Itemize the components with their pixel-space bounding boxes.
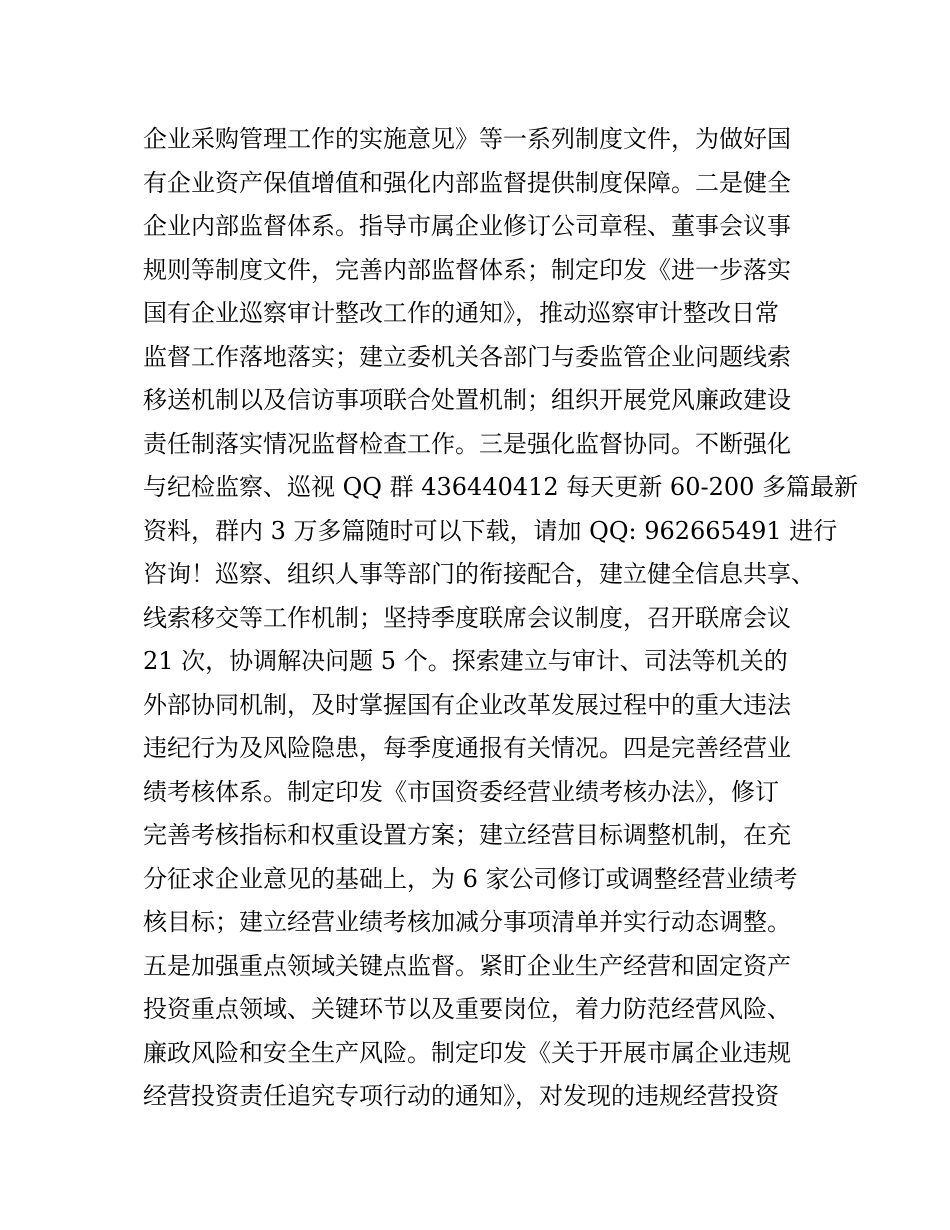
text-line-13: 21 次，协调解决问题 5 个。探索建立与审计、司法等机关的 — [143, 647, 788, 675]
text-line-18: 分征求企业意见的基础上，为 6 家公司修订或调整经营业绩考 — [143, 864, 798, 893]
text-line-17: 完善考核指标和权重设置方案；建立经营目标调整机制，在充 — [143, 821, 791, 849]
text-line-19: 核目标；建立经营业绩考核加减分事项清单并实行动态调整。 — [143, 908, 791, 936]
text-line-4: 规则等制度文件，完善内部监督体系；制定印发《进一步落实 — [143, 255, 791, 284]
text-line-15: 违纪行为及风险隐患，每季度通报有关情况。四是完善经营业 — [143, 734, 791, 762]
text-line-21: 投资重点领域、关键环节以及重要岗位，着力防范经营风险、 — [143, 995, 791, 1023]
text-line-16: 绩考核体系。制定印发《市国资委经营业绩考核办法》，修订 — [143, 777, 779, 806]
body-text — [143, 118, 859, 1119]
text-line-6: 监督工作落地落实；建立委机关各部门与委监管企业问题线索 — [143, 342, 791, 371]
text-line-20: 五是加强重点领域关键点监督。紧盯企业生产经营和固定资产 — [143, 951, 791, 980]
text-line-14: 外部协同机制，及时掌握国有企业改革发展过程中的重大违法 — [143, 690, 791, 719]
text-line-10: 资料，群内 3 万多篇随时可以下载，请加 QQ: 962665491 进行 — [143, 516, 838, 545]
text-line-12: 线索移交等工作机制；坚持季度联席会议制度，召开联席会议 — [143, 603, 791, 632]
text-line-22: 廉政风险和安全生产风险。制定印发《关于开展市属企业违规 — [143, 1038, 791, 1067]
text-line-11: 咨询！巡察、组织人事等部门的衔接配合，建立健全信息共享、 — [143, 560, 815, 588]
text-line-1: 企业采购管理工作的实施意见》等一系列制度文件，为做好国 — [143, 125, 791, 153]
text-line-7: 移送机制以及信访事项联合处置机制；组织开展党风廉政建设 — [143, 386, 791, 414]
text-line-9: 与纪检监察、巡视 QQ 群 436440412 每天更新 60-200 多篇最新 — [143, 473, 859, 501]
text-line-8: 责任制落实情况监督检查工作。三是强化监督协同。不断强化 — [143, 429, 791, 458]
text-line-2: 有企业资产保值增值和强化内部监督提供制度保障。二是健全 — [143, 168, 791, 197]
text-line-23: 经营投资责任追究专项行动的通知》，对发现的违规经营投资 — [143, 1082, 779, 1110]
text-line-3: 企业内部监督体系。指导市属企业修订公司章程、董事会议事 — [143, 212, 791, 240]
text-line-5: 国有企业巡察审计整改工作的通知》，推动巡察审计整改日常 — [143, 299, 779, 327]
